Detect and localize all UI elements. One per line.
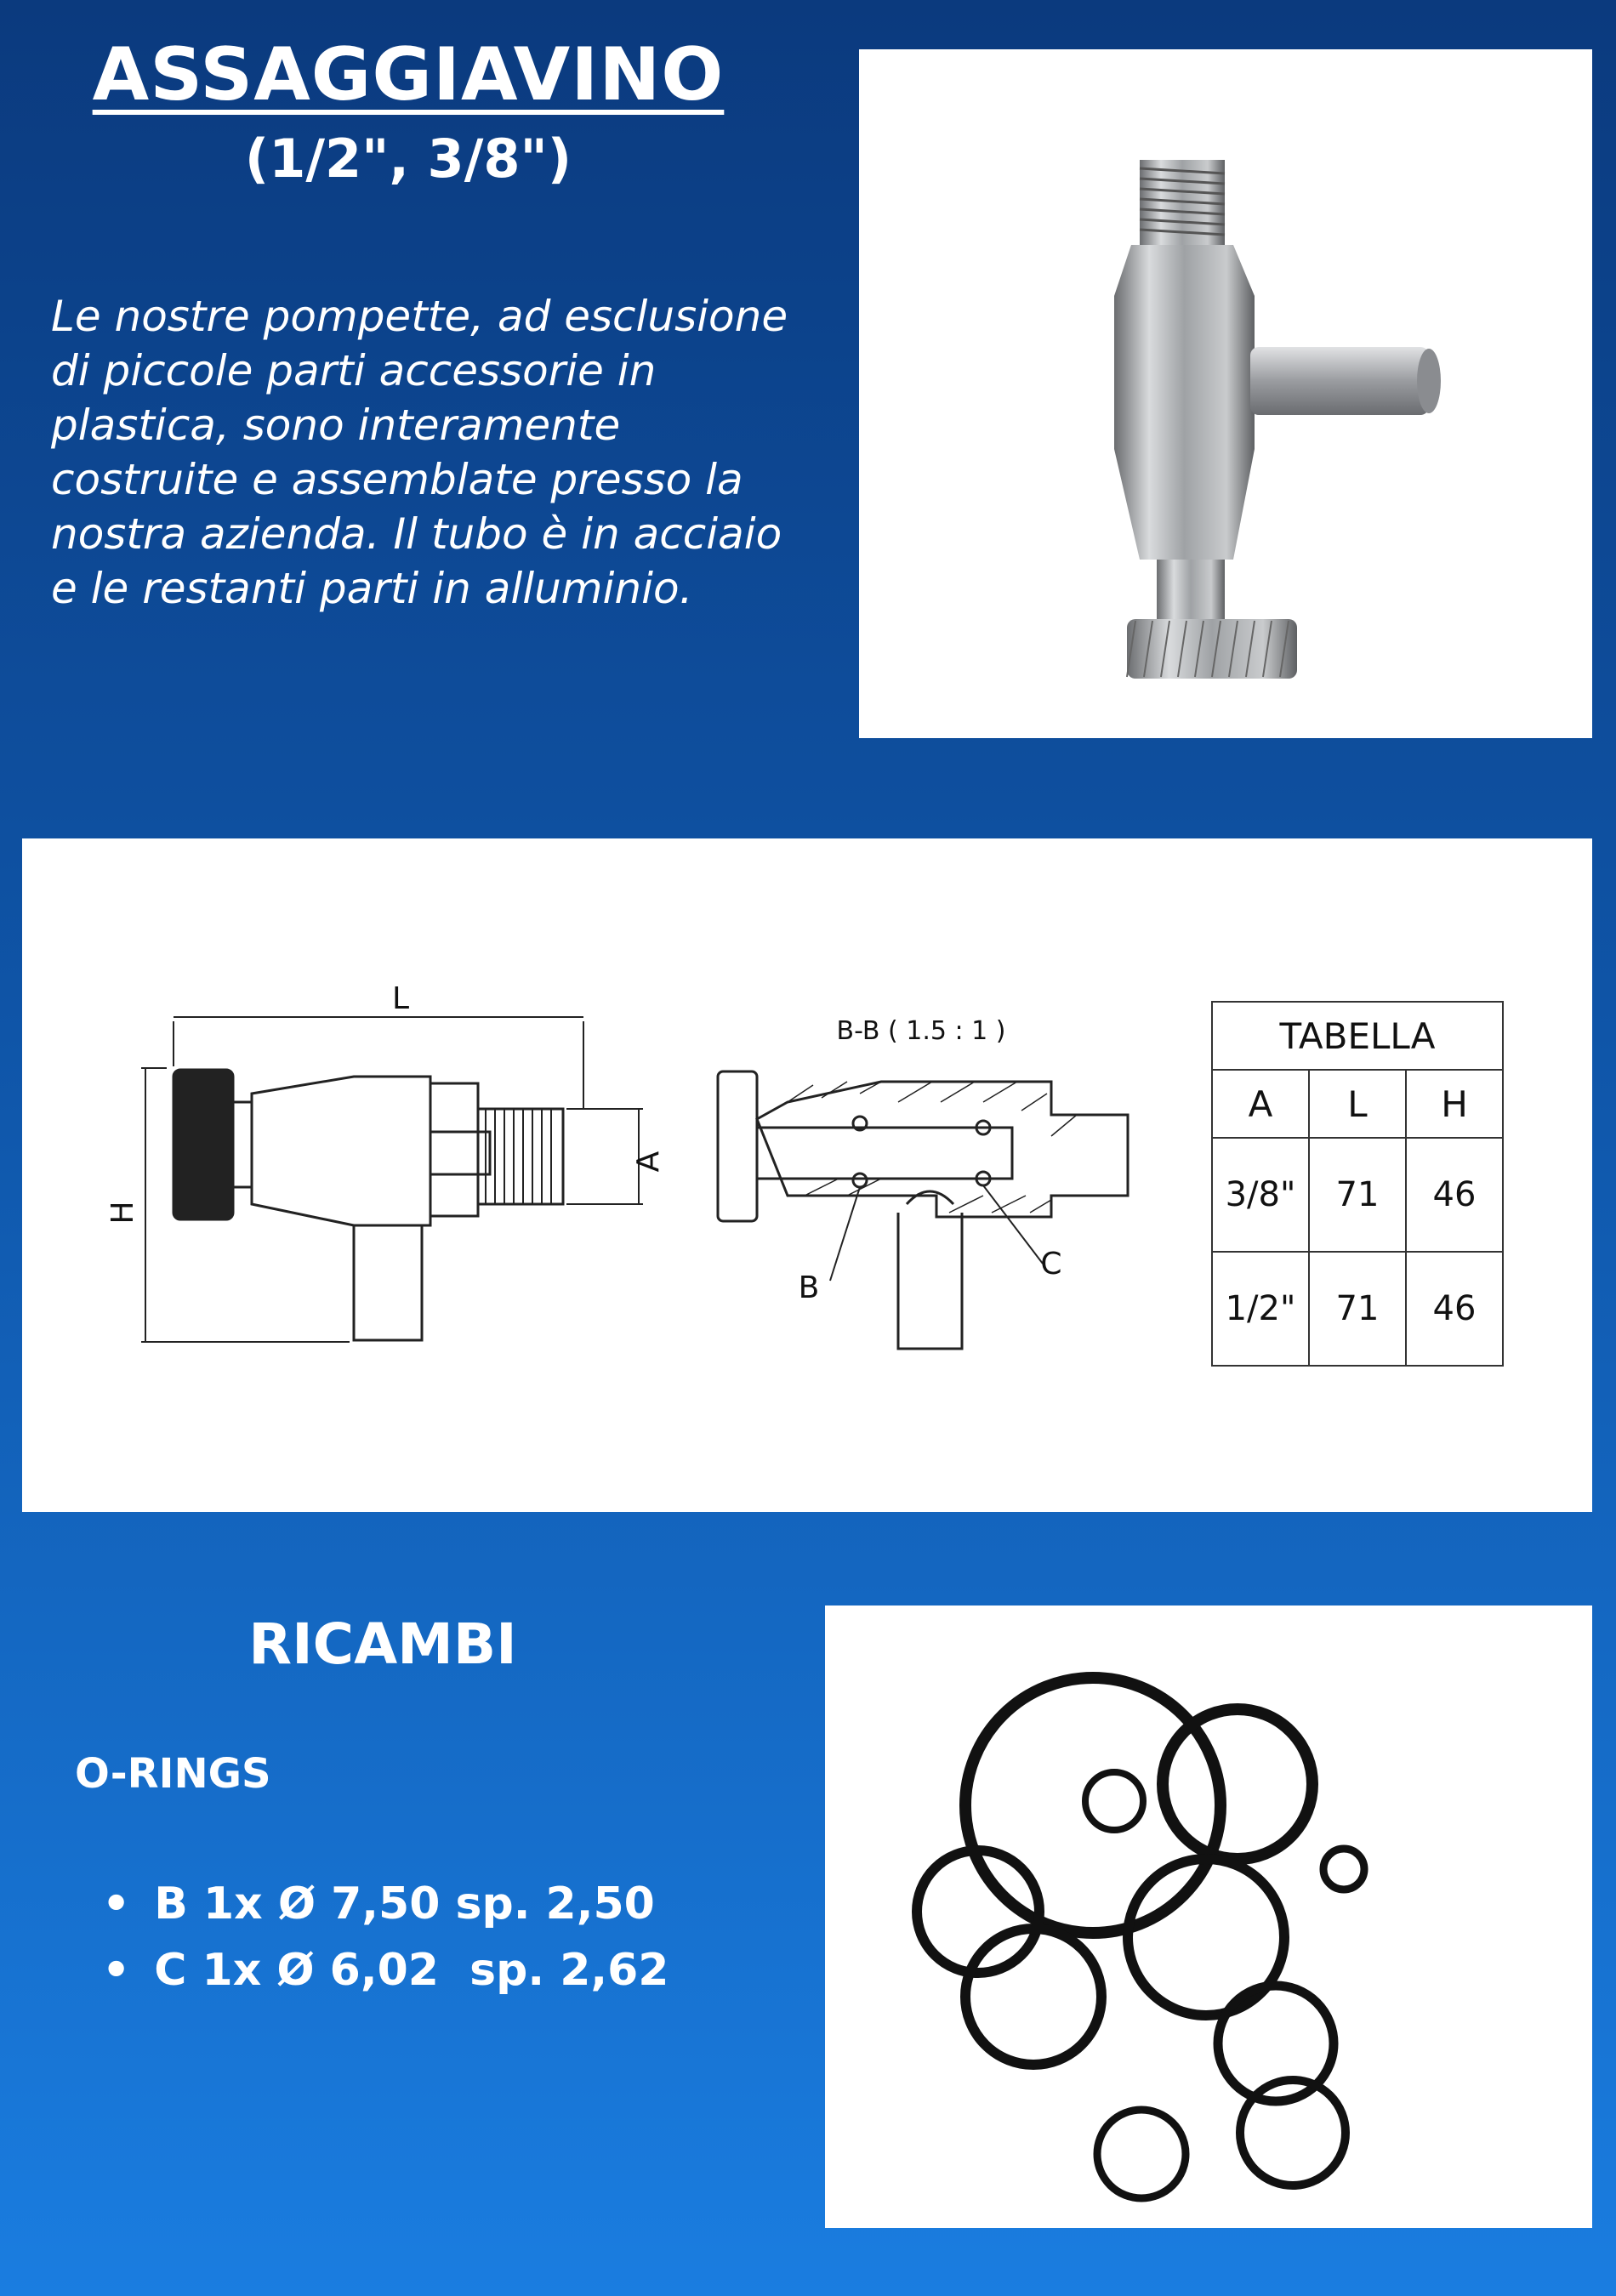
spares-title: RICAMBI (248, 1611, 517, 1677)
table-row (1212, 1138, 1503, 1252)
table-cell: 71 (1309, 1252, 1406, 1366)
orings-illustration (825, 1605, 1592, 2228)
table-cell: 1/2" (1212, 1252, 1309, 1366)
table-header-cell: H (1406, 1070, 1503, 1138)
wine-tap-illustration (859, 49, 1592, 738)
callout-b: B (798, 1270, 820, 1305)
knob-shape (174, 1070, 233, 1219)
table-cell: 46 (1406, 1252, 1503, 1366)
intro-line: e le restanti parti in alluminio. (51, 564, 693, 613)
table-row (1212, 1252, 1503, 1366)
orings-photo (825, 1605, 1592, 2228)
callout-c: C (1040, 1247, 1062, 1282)
dim-a-label: A (631, 1151, 666, 1173)
intro-line: Le nostre pompette, ad esclusione (51, 292, 788, 341)
page-subtitle: (1/2", 3/8") (244, 128, 572, 190)
dim-l-label: L (391, 981, 410, 1016)
table-header-cell: A (1212, 1070, 1309, 1138)
intro-paragraph (51, 289, 817, 616)
product-photo (859, 49, 1592, 738)
table-cell: 71 (1309, 1138, 1406, 1252)
dimension-table (1211, 1001, 1504, 1367)
intro-line: plastica, sono interamente (51, 401, 621, 450)
table-caption: TABELLA (1212, 1002, 1503, 1070)
intro-line: di piccole parti accessorie in (51, 346, 657, 395)
parts-list (102, 1871, 669, 2003)
list-item: • B 1x Ø 7,50 sp. 2,50 (102, 1871, 669, 1937)
orings-heading: O-RINGS (75, 1750, 271, 1798)
intro-line: nostra azienda. Il tubo è in acciaio (51, 509, 782, 559)
table-cell: 46 (1406, 1138, 1503, 1252)
list-item: • C 1x Ø 6,02 sp. 2,62 (102, 1937, 669, 2003)
table-header-cell: L (1309, 1070, 1406, 1138)
table-cell: 3/8" (1212, 1138, 1309, 1252)
intro-line: costruite e assemblate presso la (51, 455, 743, 504)
dim-h-label: H (105, 1201, 140, 1225)
section-label: B-B ( 1.5 : 1 ) (836, 1016, 1006, 1046)
page-title: ASSAGGIAVINO (92, 32, 725, 117)
